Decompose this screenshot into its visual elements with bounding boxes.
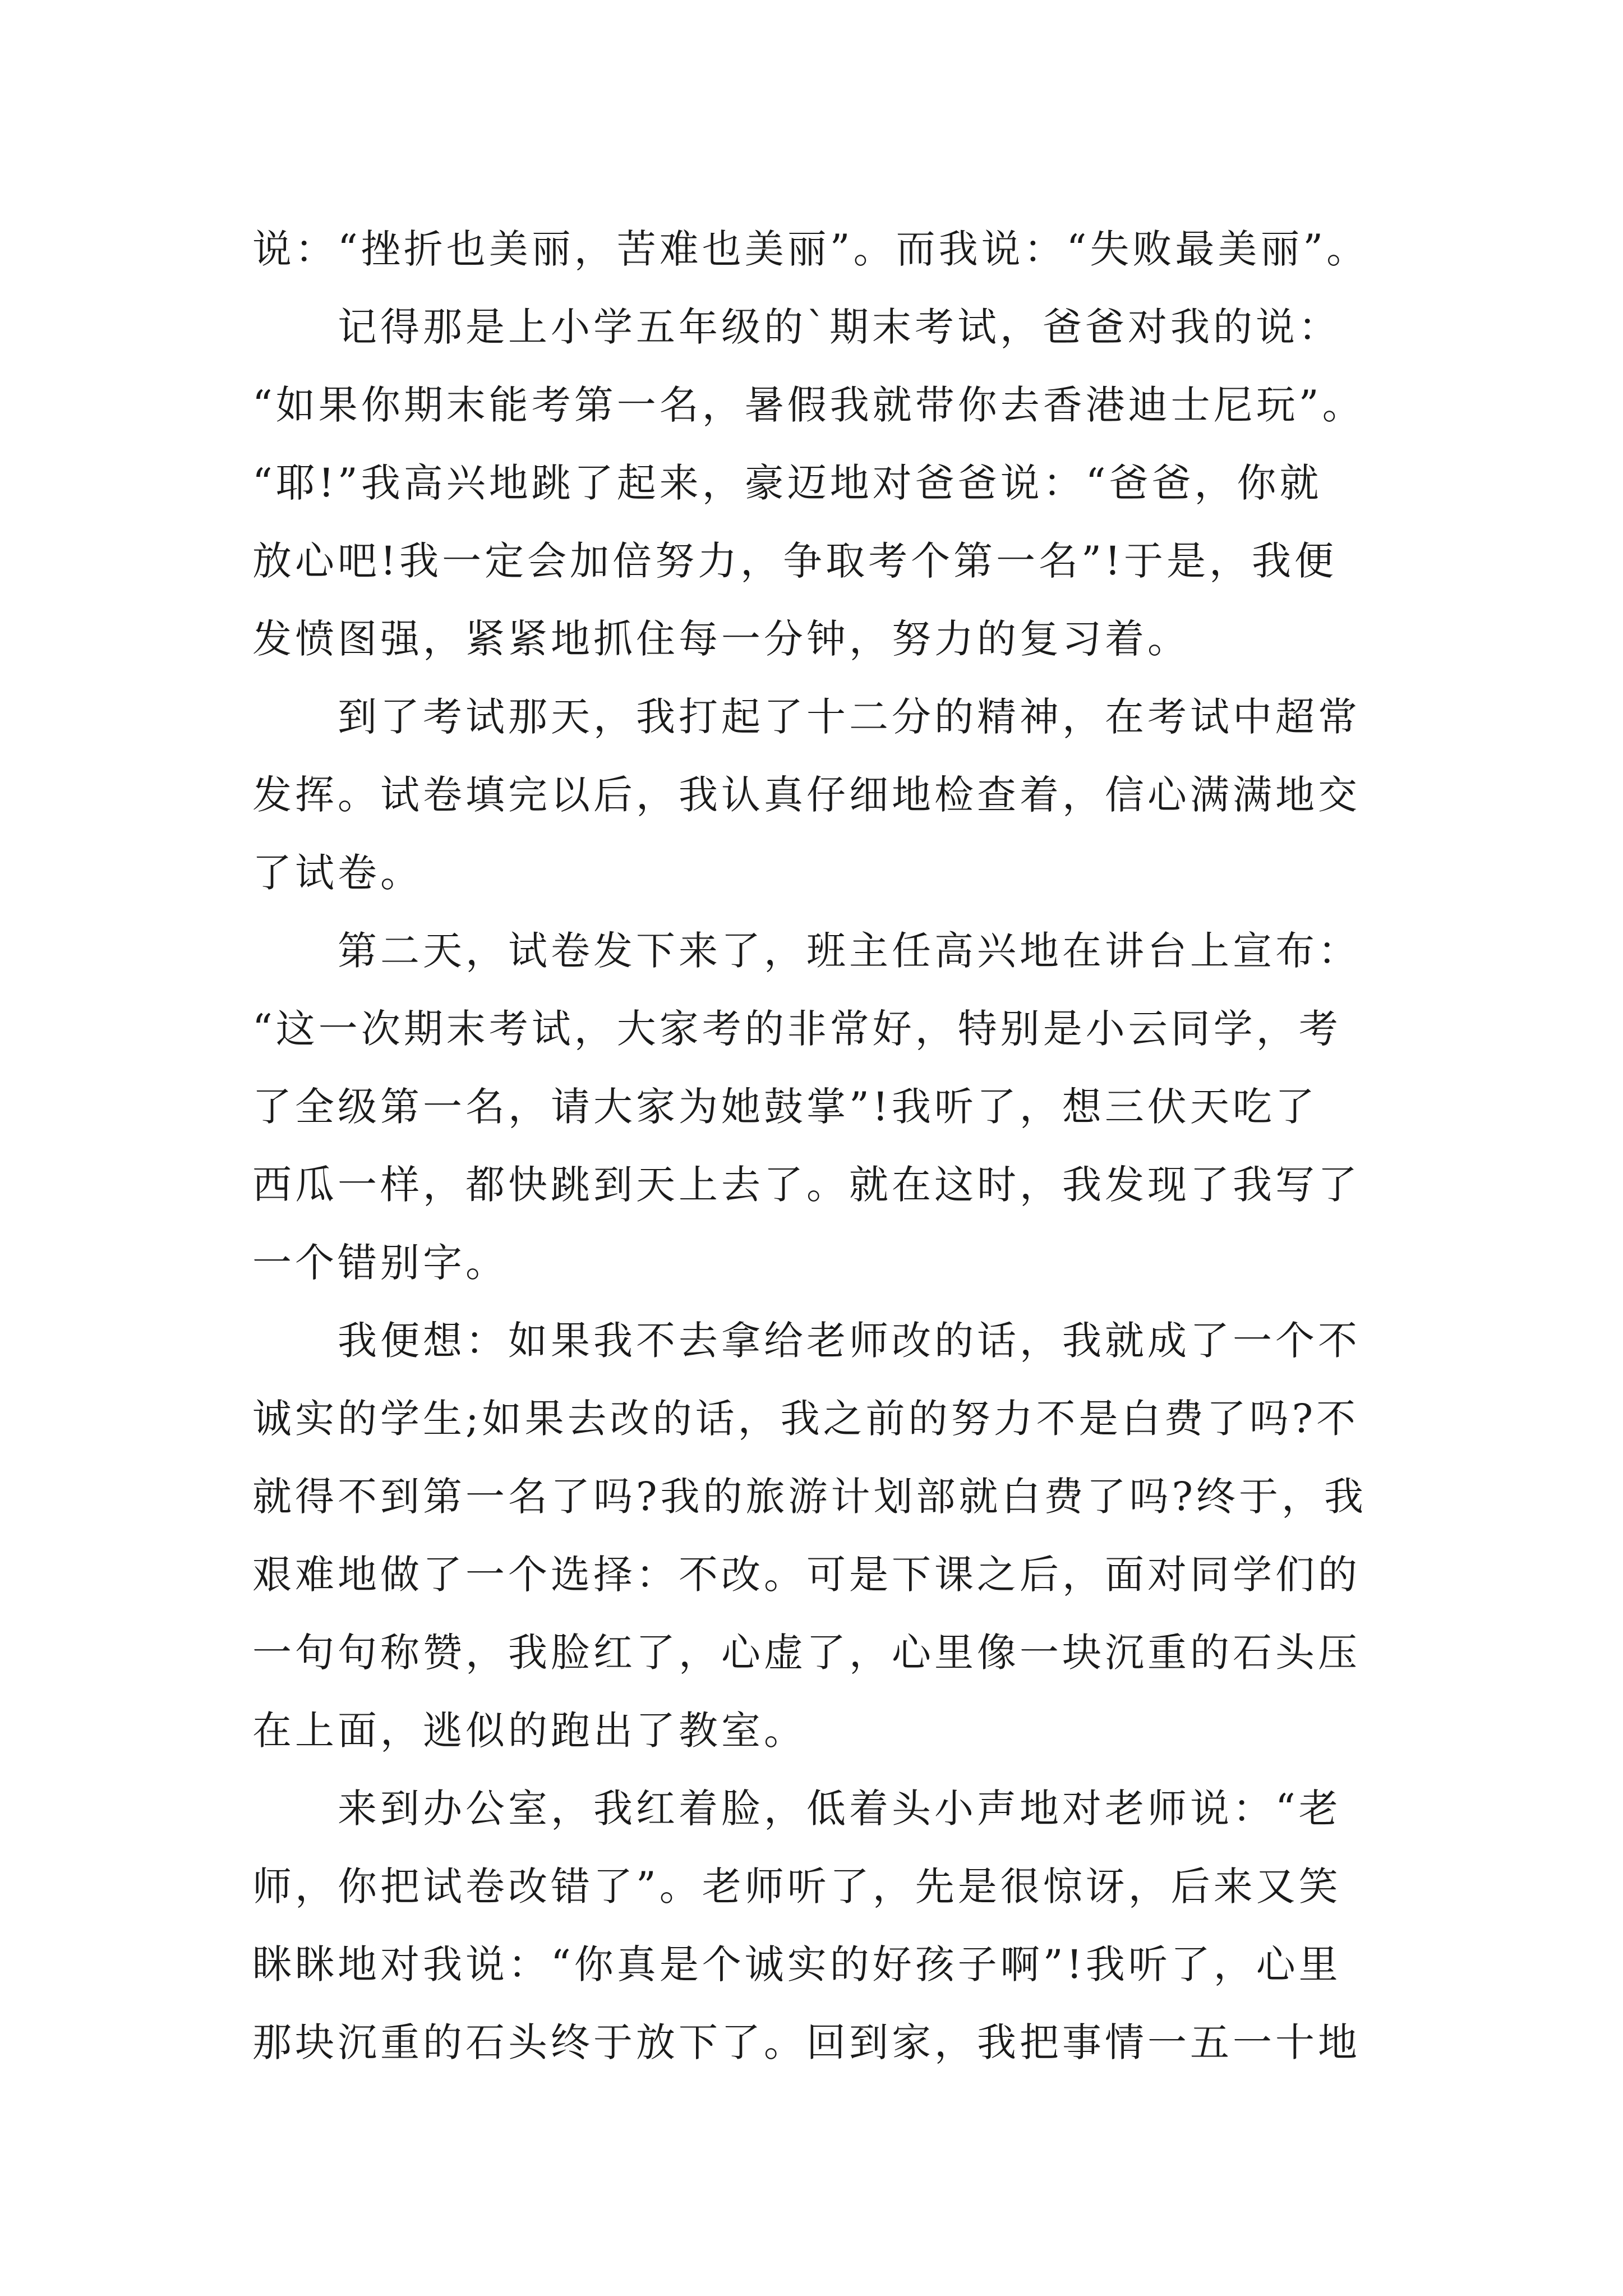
text-line: 第二天，试卷发下来了，班主任高兴地在讲台上宣布： — [338, 928, 1361, 974]
text-line: 我便想：如果我不去拿给老师改的话，我就成了一个不 — [338, 1318, 1361, 1364]
text-line: “如果你期末能考第一名，暑假我就带你去香港迪士尼玩”。 — [252, 382, 1365, 428]
text-line: 师，你把试卷改错了”。老师听了，先是很惊讶，后来又笑 — [252, 1864, 1341, 1910]
text-line: “这一次期末考试，大家考的非常好，特别是小云同学，考 — [252, 1006, 1341, 1052]
document-body — [252, 210, 1447, 2082]
text-line: 西瓜一样，都快跳到天上去了。就在这时，我发现了我写了 — [252, 1162, 1361, 1208]
text-line: 眯眯地对我说：“你真是个诚实的好孩子啊”!我听了，心里 — [252, 1941, 1341, 1987]
text-line: 一句句称赞，我脸红了，心虚了，心里像一块沉重的石头压 — [252, 1630, 1361, 1676]
text-line: 说：“挫折也美丽，苦难也美丽”。而我说：“失败最美丽”。 — [252, 226, 1370, 272]
text-line: 在上面，逃似的跑出了教室。 — [252, 1708, 806, 1754]
text-line: 发挥。试卷填完以后，我认真仔细地检查着，信心满满地交 — [252, 772, 1361, 818]
text-line: 就得不到第一名了吗?我的旅游计划部就白费了吗?终于，我 — [252, 1474, 1367, 1520]
text-line: 诚实的学生;如果去改的话，我之前的努力不是白费了吗?不 — [252, 1396, 1359, 1442]
text-line: “耶!”我高兴地跳了起来，豪迈地对爸爸说：“爸爸，你就 — [252, 460, 1322, 506]
text-line: 放心吧!我一定会加倍努力，争取考个第一名”!于是，我便 — [252, 538, 1338, 584]
text-line: 了全级第一名，请大家为她鼓掌”!我听了，想三伏天吃了 — [252, 1084, 1318, 1130]
text-line: 一个错别字。 — [252, 1240, 508, 1286]
text-line: 艰难地做了一个选择：不改。可是下课之后，面对同学们的 — [252, 1552, 1361, 1598]
text-line: 发愤图强，紧紧地抓住每一分钟，努力的复习着。 — [252, 616, 1190, 662]
text-line: 到了考试那天，我打起了十二分的精神，在考试中超常 — [338, 694, 1361, 740]
text-line: 了试卷。 — [252, 850, 423, 896]
text-line: 记得那是上小学五年级的`期末考试，爸爸对我的说： — [338, 304, 1341, 350]
text-line: 那块沉重的石头终于放下了。回到家，我把事情一五一十地 — [252, 2019, 1361, 2065]
text-line: 来到办公室，我红着脸，低着头小声地对老师说：“老 — [338, 1786, 1341, 1832]
